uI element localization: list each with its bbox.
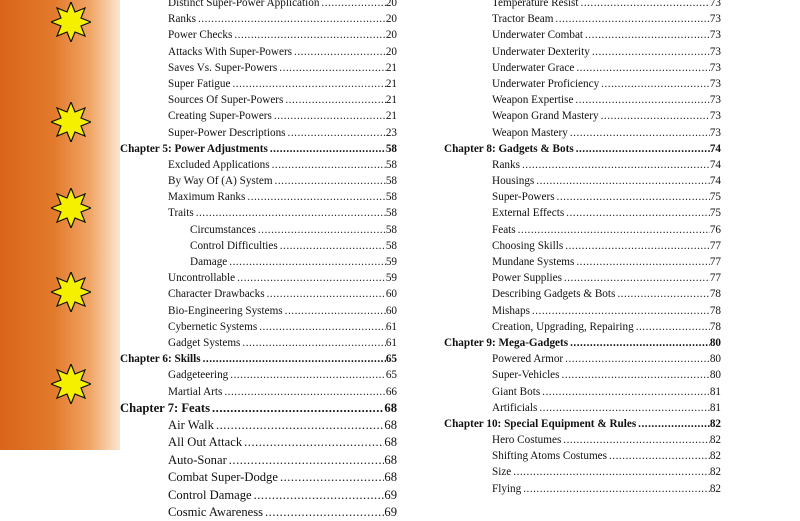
toc-entry[interactable]	[120, 0, 397, 11]
dot-leader	[256, 222, 386, 238]
toc-entry[interactable]	[444, 303, 721, 319]
dot-leader	[540, 384, 710, 400]
toc-entry[interactable]	[120, 189, 397, 205]
toc-page-number: 61	[385, 320, 397, 333]
dot-leader	[615, 286, 709, 302]
dot-leader	[574, 60, 710, 76]
dot-leader	[607, 448, 710, 464]
toc-entry-title: Power Checks	[168, 29, 233, 42]
dot-leader	[201, 351, 386, 367]
dot-leader	[278, 469, 384, 486]
toc-entry-title: Gadget Systems	[168, 336, 241, 349]
toc-entry[interactable]	[120, 92, 397, 108]
toc-entry-title: All Out Attack	[168, 435, 243, 450]
toc-entry-title: Circumstances	[190, 223, 256, 236]
toc-page-number: 73	[709, 126, 721, 139]
toc-page-number: 74	[709, 175, 721, 188]
toc-entry[interactable]	[444, 432, 721, 448]
dot-leader	[286, 125, 386, 141]
dot-leader	[210, 400, 384, 417]
toc-page-number: 69	[384, 487, 397, 502]
toc-entry[interactable]	[120, 286, 397, 302]
toc-entry-title: Creating Super-Powers	[168, 110, 272, 123]
dot-leader	[561, 432, 710, 448]
toc-entry-title: Creation, Upgrading, Repairing	[492, 320, 634, 333]
dot-leader	[537, 400, 709, 416]
toc-entry[interactable]	[120, 504, 397, 521]
dot-leader	[235, 270, 386, 286]
toc-page-number: 77	[709, 272, 721, 285]
toc-entry-title: By Way Of (A) System	[168, 175, 273, 188]
toc-entry-title: Ranks	[492, 158, 520, 171]
toc-entry[interactable]	[444, 44, 721, 60]
dot-leader	[283, 92, 385, 108]
toc-entry-title: Chapter 7: Feats	[120, 400, 211, 415]
toc-entry[interactable]	[444, 384, 721, 400]
dot-leader	[573, 92, 709, 108]
toc-entry-title: Traits	[168, 207, 194, 220]
toc-page-number: 73	[709, 29, 721, 42]
toc-entry-title: Character Drawbacks	[168, 288, 265, 301]
toc-entry[interactable]	[444, 367, 721, 383]
toc-entry[interactable]	[120, 434, 397, 451]
toc-page-number: 76	[709, 223, 721, 236]
toc-page-number: 66	[385, 385, 397, 398]
toc-page-number: 68	[384, 435, 397, 450]
toc-entry[interactable]	[444, 76, 721, 92]
toc-chapter-entry[interactable]	[120, 141, 397, 157]
dot-leader	[555, 189, 710, 205]
toc-page-number: 58	[385, 142, 397, 155]
toc-page-number: 21	[385, 61, 397, 74]
dot-leader	[292, 44, 386, 60]
toc-entry-title: Hero Costumes	[492, 434, 562, 447]
starburst-icon	[51, 364, 91, 404]
toc-entry-title: Uncontrollable	[168, 272, 236, 285]
toc-entry[interactable]	[120, 469, 397, 486]
toc-page-number: 68	[384, 452, 397, 467]
toc-entry-title: Power Supplies	[492, 272, 562, 285]
toc-entry-title: Super-Vehicles	[492, 369, 560, 382]
toc-page-number: 73	[709, 13, 721, 26]
toc-entry[interactable]	[444, 270, 721, 286]
toc-entry-title: Tractor Beam	[492, 13, 554, 26]
toc-entry[interactable]	[444, 157, 721, 173]
dot-leader	[257, 319, 386, 335]
toc-entry[interactable]	[444, 286, 721, 302]
toc-entry-title: Bio-Engineering Systems	[168, 304, 283, 317]
dot-leader	[273, 173, 386, 189]
toc-page-number: 21	[385, 110, 397, 123]
toc-page-number: 73	[709, 77, 721, 90]
toc-entry-title: Auto-Sonar	[168, 452, 227, 467]
toc-page-number: 65	[385, 369, 397, 382]
toc-entry[interactable]	[120, 125, 397, 141]
toc-page-number: 77	[709, 256, 721, 268]
dot-leader	[590, 44, 710, 60]
toc-entry-title: Feats	[492, 223, 516, 236]
dot-leader	[196, 11, 386, 27]
toc-entry[interactable]	[120, 487, 397, 504]
dot-leader	[227, 452, 385, 469]
starburst-icon	[51, 188, 91, 228]
toc-page-number: 60	[385, 304, 397, 317]
dot-leader	[563, 351, 710, 367]
toc-entry[interactable]	[444, 400, 721, 416]
dot-leader	[530, 303, 710, 319]
toc-entry-title: Underwater Combat	[492, 29, 584, 42]
toc-entry-title: Super-Powers	[492, 191, 555, 204]
toc-entry-title: Chapter 8: Gadgets & Bots	[444, 142, 574, 155]
toc-entry[interactable]	[120, 173, 397, 189]
dot-leader	[560, 367, 710, 383]
toc-entry-title: Combat Super-Dodge	[168, 470, 278, 485]
toc-entry-title: Chapter 5: Power Adjustments	[120, 142, 268, 155]
toc-entry-title: Air Walk	[168, 418, 214, 433]
toc-entry-title: Underwater Dexterity	[492, 45, 590, 58]
toc-entry[interactable]	[120, 11, 397, 27]
dot-leader	[283, 303, 386, 319]
toc-page-number: 58	[385, 191, 397, 204]
toc-entry-title: Shifting Atoms Costumes	[492, 450, 607, 463]
toc-entry-title: Housings	[492, 175, 535, 188]
toc-entry[interactable]	[444, 448, 721, 464]
toc-entry[interactable]	[444, 351, 721, 367]
toc-page-number: 80	[709, 369, 721, 382]
dot-leader	[511, 464, 710, 480]
toc-entry-title: Gadgeteering	[168, 369, 229, 382]
dot-leader	[194, 205, 386, 221]
toc-entry[interactable]	[120, 27, 397, 43]
dot-leader	[242, 434, 384, 451]
toc-entry-title: Powered Armor	[492, 353, 564, 366]
dot-leader	[574, 141, 710, 157]
toc-page-number: 80	[709, 353, 721, 366]
toc-entry[interactable]	[120, 60, 397, 76]
toc-entry[interactable]	[120, 367, 397, 383]
toc-entry-title: Temperature Resist	[492, 0, 579, 9]
toc-entry[interactable]	[444, 481, 721, 497]
toc-page-number: 82	[709, 434, 721, 447]
dot-leader	[534, 173, 710, 189]
dot-leader	[240, 335, 385, 351]
toc-column-left	[120, 0, 397, 521]
toc-entry[interactable]	[120, 417, 397, 434]
dot-leader	[230, 76, 385, 92]
dot-leader	[228, 367, 386, 383]
toc-page-number: 20	[385, 0, 397, 9]
toc-page-number: 68	[384, 400, 397, 415]
toc-page-number: 82	[709, 417, 721, 430]
toc-page-number: 74	[709, 142, 721, 155]
toc-entry[interactable]	[120, 222, 397, 238]
toc-page-number: 60	[385, 288, 397, 301]
toc-chapter-entry[interactable]	[444, 416, 721, 432]
toc-page-number: 73	[709, 61, 721, 74]
dot-leader	[574, 254, 709, 270]
toc-entry[interactable]	[120, 452, 397, 469]
toc-entry[interactable]	[444, 254, 721, 270]
toc-entry[interactable]	[120, 319, 397, 335]
toc-entry-title: Cybernetic Systems	[168, 320, 258, 333]
toc-page-number: 20	[385, 13, 397, 26]
toc-entry[interactable]	[444, 222, 721, 238]
toc-page-number: 82	[709, 450, 721, 463]
toc-entry-title: Describing Gadgets & Bots	[492, 288, 616, 301]
toc-entry[interactable]	[444, 60, 721, 76]
toc-page-number: 78	[709, 304, 721, 317]
toc-page-number: 20	[385, 29, 397, 42]
toc-page-number: 69	[384, 505, 397, 520]
toc-entry-title: Underwater Proficiency	[492, 77, 600, 90]
dot-leader	[636, 416, 710, 432]
toc-entry-title: Weapon Mastery	[492, 126, 568, 139]
toc-page-number: 23	[385, 126, 397, 139]
toc-entry[interactable]	[444, 319, 721, 335]
toc-entry-title: Mundane Systems	[492, 256, 575, 268]
toc-entry[interactable]	[120, 270, 397, 286]
dot-leader	[319, 0, 385, 11]
toc-page-number: 21	[385, 94, 397, 107]
toc-page-number: 75	[709, 207, 721, 220]
toc-page-number: 58	[385, 239, 397, 252]
toc-entry-title: Super Fatigue	[168, 77, 231, 90]
toc-entry-title: Maximum Ranks	[168, 191, 246, 204]
toc-page-number: 61	[385, 336, 397, 349]
toc-entry-title: Attacks With Super-Powers	[168, 45, 293, 58]
toc-page-number: 77	[709, 239, 721, 252]
dot-leader	[568, 335, 710, 351]
toc-page-number: 73	[709, 110, 721, 123]
dot-leader	[521, 481, 710, 497]
toc-entry-title: Control Damage	[168, 487, 252, 502]
toc-chapter-entry[interactable]	[444, 141, 721, 157]
toc-entry[interactable]	[120, 76, 397, 92]
toc-entry[interactable]	[444, 189, 721, 205]
toc-entry[interactable]	[120, 205, 397, 221]
toc-entry-title: Distinct Super-Power Application	[168, 0, 320, 9]
toc-entry[interactable]	[120, 157, 397, 173]
dot-leader	[553, 11, 709, 27]
toc-entry[interactable]	[120, 254, 397, 270]
toc-entry[interactable]	[120, 44, 397, 60]
toc-page-number: 75	[709, 191, 721, 204]
toc-entry-title: Super-Power Descriptions	[168, 126, 286, 139]
toc-entry[interactable]	[444, 108, 721, 124]
toc-entry-title: External Effects	[492, 207, 565, 220]
toc-entry-title: Excluded Applications	[168, 158, 270, 171]
toc-entry-title: Chapter 6: Skills	[120, 353, 201, 366]
toc-page-number: 82	[709, 482, 721, 495]
dot-leader	[564, 205, 710, 221]
dot-leader	[599, 76, 710, 92]
dot-leader	[232, 27, 385, 43]
toc-entry-title: Flying	[492, 482, 522, 495]
starburst-icon	[51, 102, 91, 142]
dot-leader	[222, 384, 385, 400]
toc-chapter-entry[interactable]	[444, 335, 721, 351]
dot-leader	[563, 238, 710, 254]
toc-page-number: 59	[385, 256, 397, 268]
toc-entry-title: Damage	[190, 256, 228, 268]
toc-entry[interactable]	[120, 108, 397, 124]
toc-entry-title: Giant Bots	[492, 385, 541, 398]
toc-page-number: 68	[384, 470, 397, 485]
toc-chapter-entry[interactable]	[120, 400, 397, 417]
toc-page-number: 82	[709, 466, 721, 479]
dot-leader	[520, 157, 710, 173]
toc-entry[interactable]	[120, 238, 397, 254]
dot-leader	[634, 319, 710, 335]
toc-entry-title: Chapter 10: Special Equipment & Rules	[444, 417, 637, 430]
dot-leader	[579, 0, 710, 11]
toc-page-number: 74	[709, 158, 721, 171]
toc-page-number: 73	[709, 45, 721, 58]
dot-leader	[252, 487, 385, 504]
toc-page-number: 58	[385, 175, 397, 188]
dot-leader	[214, 417, 384, 434]
toc-page-number: 73	[709, 94, 721, 107]
toc-entry[interactable]	[444, 238, 721, 254]
dot-leader	[277, 60, 386, 76]
toc-page-number: 58	[385, 223, 397, 236]
toc-entry-title: Artificials	[492, 401, 538, 414]
toc-page-number: 73	[709, 0, 721, 9]
toc-entry-title: Size	[492, 466, 512, 479]
toc-entry-title: Weapon Expertise	[492, 94, 574, 107]
toc-entry[interactable]	[120, 335, 397, 351]
toc-entry[interactable]	[444, 205, 721, 221]
toc-entry-title: Weapon Grand Mastery	[492, 110, 599, 123]
toc-page-number: 80	[709, 336, 721, 349]
toc-entry-title: Chapter 9: Mega-Gadgets	[444, 336, 569, 349]
dot-leader	[272, 108, 386, 124]
toc-entry-title: Control Difficulties	[190, 239, 278, 252]
toc-entry-title: Ranks	[168, 13, 196, 26]
dot-leader	[516, 222, 710, 238]
toc-entry[interactable]	[444, 11, 721, 27]
dot-leader	[278, 238, 386, 254]
toc-entry[interactable]	[444, 92, 721, 108]
toc-column-right	[444, 0, 721, 497]
toc-page-number: 65	[385, 353, 397, 366]
toc-entry-title: Underwater Grace	[492, 61, 575, 74]
decorative-sidebar	[0, 0, 120, 450]
toc-entry[interactable]	[444, 464, 721, 480]
toc-entry[interactable]	[120, 384, 397, 400]
toc-page-number: 58	[385, 158, 397, 171]
toc-page-number: 21	[385, 77, 397, 90]
toc-entry-title: Saves Vs. Super-Powers	[168, 61, 278, 74]
toc-entry[interactable]	[444, 173, 721, 189]
dot-leader	[227, 254, 386, 270]
dot-leader	[268, 141, 386, 157]
toc-entry-title: Cosmic Awareness	[168, 505, 264, 520]
starburst-icon	[51, 272, 91, 312]
dot-leader	[263, 504, 384, 521]
toc-entry-title: Mishaps	[492, 304, 530, 317]
toc-page-number: 81	[709, 401, 721, 414]
toc-page-number: 68	[384, 418, 397, 433]
dot-leader	[245, 189, 385, 205]
toc-page-number: 78	[709, 288, 721, 301]
dot-leader	[568, 125, 710, 141]
starburst-icon	[51, 2, 91, 42]
toc-entry[interactable]	[444, 27, 721, 43]
toc-page-number: 78	[709, 320, 721, 333]
toc-entry-title: Martial Arts	[168, 385, 223, 398]
toc-entry-title: Choosing Skills	[492, 239, 564, 252]
toc-chapter-entry[interactable]	[120, 351, 397, 367]
dot-leader	[599, 108, 710, 124]
dot-leader	[265, 286, 386, 302]
toc-page-number: 20	[385, 45, 397, 58]
toc-page-number: 81	[709, 385, 721, 398]
toc-entry[interactable]	[444, 125, 721, 141]
toc-entry[interactable]	[120, 303, 397, 319]
dot-leader	[270, 157, 386, 173]
toc-entry[interactable]	[444, 0, 721, 11]
toc-page-number: 59	[385, 272, 397, 285]
dot-leader	[562, 270, 710, 286]
toc-entry-title: Sources Of Super-Powers	[168, 94, 284, 107]
toc-page-number: 58	[385, 207, 397, 220]
dot-leader	[583, 27, 710, 43]
